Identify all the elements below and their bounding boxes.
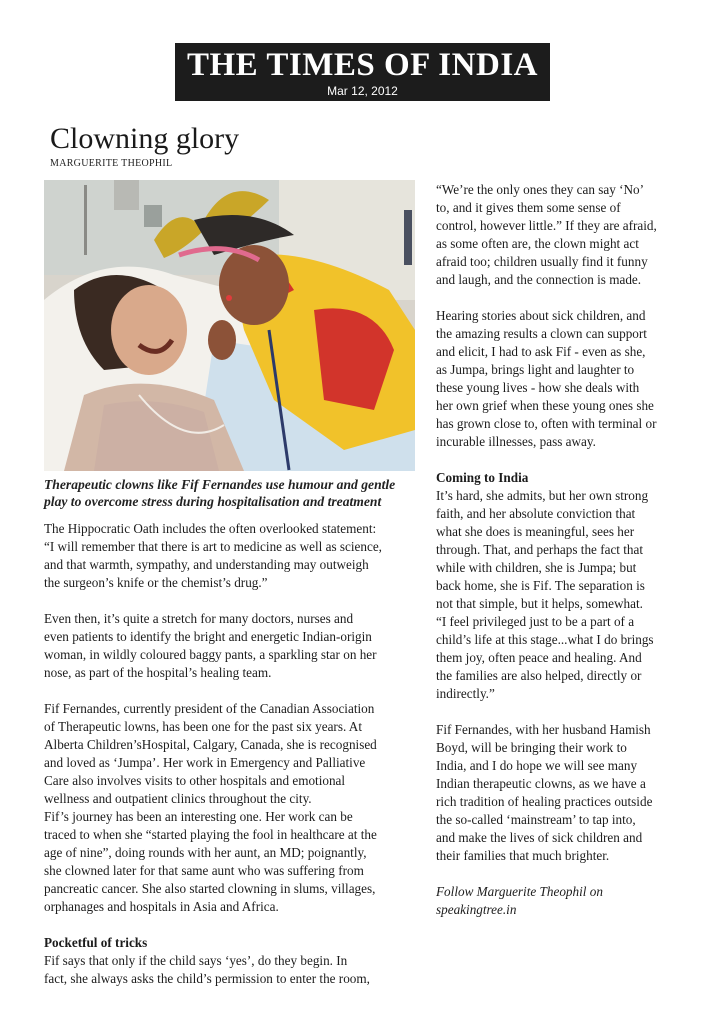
paragraph: “We’re the only ones they can say ‘No’ to, and it gives them some sense of control, however little.” If they are afraid, as some often are, the clown might act afraid too; children usually find it funny and laugh, and the connection is made.	[436, 182, 657, 287]
publication-date: Mar 12, 2012	[327, 84, 398, 98]
article-right-column	[436, 181, 682, 937]
paragraph: Even then, it’s quite a stretch for many doctors, nurses and even patients to identify the bright and energetic Indian-origin woman, in wildly coloured baggy pants, a sparkling star on her nose, as part of the hospital’s healing team.	[44, 611, 377, 680]
article-headline: Clowning glory	[50, 122, 240, 155]
article-byline: MARGUERITE THEOPHIL	[50, 158, 173, 169]
photo-caption-text: Therapeutic clowns like Fif Fernandes use humour and gentle play to overcome stress during hospitalisation and treatment	[44, 477, 396, 509]
author-follow-note: Follow Marguerite Theophil on speakingtree.in	[436, 884, 603, 917]
paragraph: Fif Fernandes, currently president of the Canadian Association of Therapeutic lowns, has been one for the past six years. At Alberta Children’sHospital, Calgary, Canada, she is recognised and loved as ‘Jumpa’. Her work in Emergency and Palliative Care also involves visits to other hospitals and emotional wellness and outpatient clinics throughout the city. Fif’s journey has been an interesting one. Her work can be traced to when she “started playing the fool in healthcare at the age of nine”, doing rounds with her aunt, an MD; poignantly, she clowned later for that same aunt who was suffering from pancreatic cancer. She also started clowning in slums, villages, orphanages and hospitals in Asia and Africa.	[44, 701, 377, 914]
article-photo	[44, 180, 415, 471]
article-left-column	[44, 520, 420, 988]
newspaper-name: THE TIMES OF INDIA	[187, 47, 538, 83]
paragraph: Hearing stories about sick children, and the amazing results a clown can support and elicit, I had to ask Fif - even as she, as Jumpa, brings light and laughter to these young lives - how she deals with her own grief when these young ones she has grown close to, often with terminal or incurable illnesses, pass away.	[436, 308, 657, 449]
paragraph: Fif Fernandes, with her husband Hamish Boyd, will be bringing their work to India, and I do hope we will see many Indian therapeutic clowns, as we have a rich tradition of healing practices outside the so-called ‘mainstream’ to tap into, and make the lives of sick children and their families that much brighter.	[436, 722, 653, 863]
paragraph: It’s hard, she admits, but her own strong faith, and her absolute conviction that what she does is meaningful, sees her through. That, and perhaps the fact that while with children, she is Jumpa; but back home, she is Fif. The separation is not that simple, but it helps, somewhat. “I feel privileged just to be a part of a child’s life at this stage...what I do brings them joy, often peace and healing. And the families are also helped, directly or indirectly.”	[436, 488, 654, 701]
photo-caption	[44, 476, 419, 510]
paragraph: The Hippocratic Oath includes the often overlooked statement: “I will remember that there is art to medicine as well as science, and that warmth, sympathy, and understanding may outweigh the surgeon’s knife or the chemist’s drug.”	[44, 521, 382, 590]
subheading-coming-to-india: Coming to India	[436, 470, 529, 485]
subheading-pocketful-of-tricks: Pocketful of tricks	[44, 935, 148, 950]
paragraph: Fif says that only if the child says ‘yes’, do they begin. In fact, she always asks the child’s permission to enter the room,	[44, 953, 370, 986]
masthead	[175, 43, 550, 101]
